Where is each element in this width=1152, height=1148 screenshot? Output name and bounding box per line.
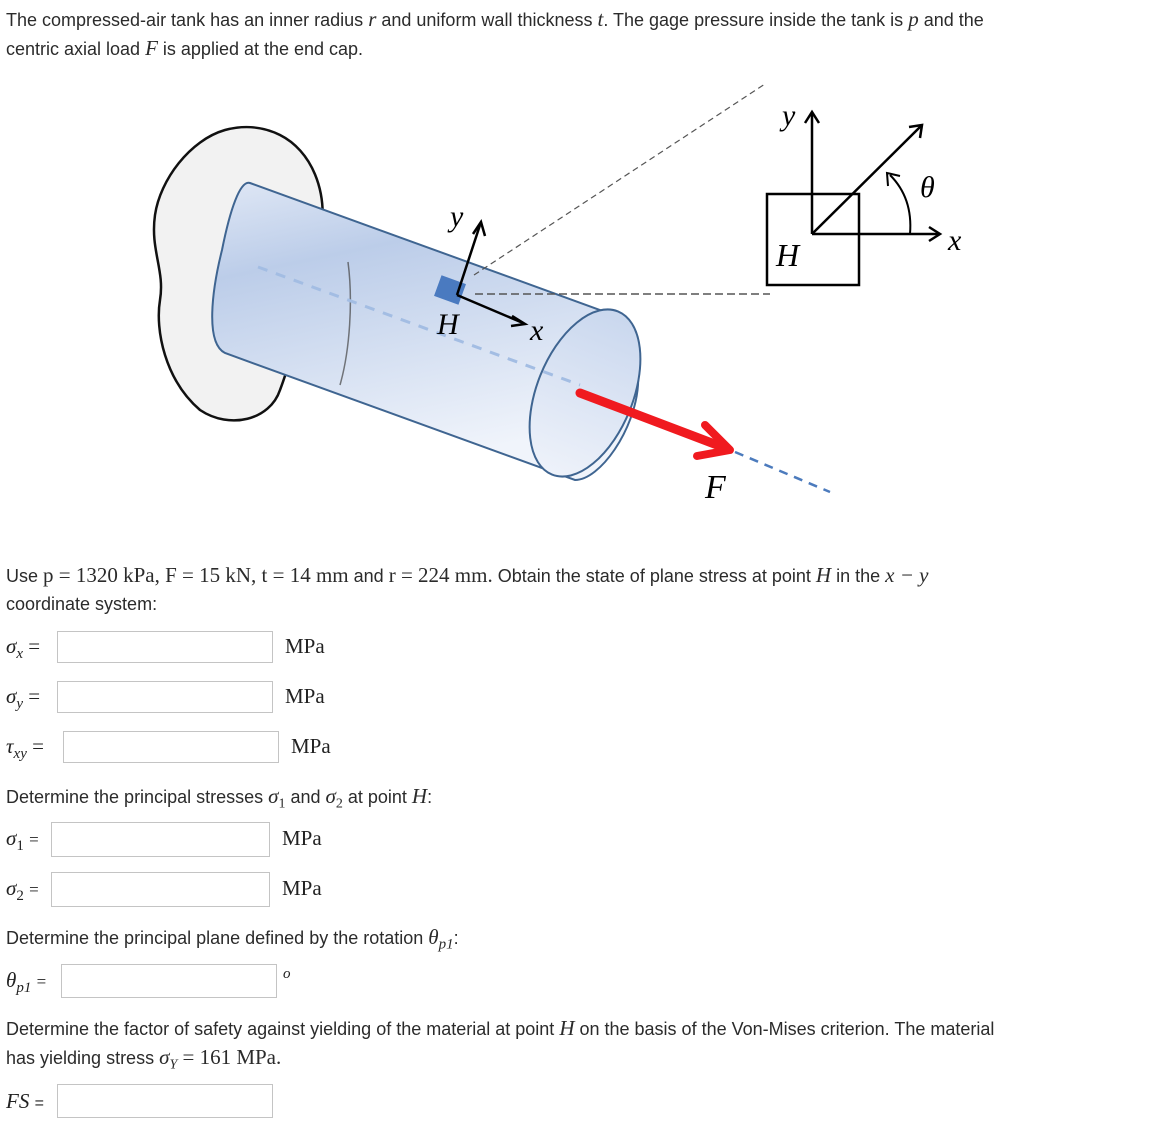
- tau-xy-input[interactable]: [63, 731, 279, 763]
- label-inset-H: H: [776, 237, 800, 273]
- intro-line-2: [6, 34, 984, 63]
- sigma-x-unit: MPa: [285, 634, 325, 658]
- fs-prompt: [6, 1014, 994, 1080]
- label-inset-theta: θ: [920, 171, 935, 204]
- text: The compressed-air tank has an inner radius: [6, 10, 369, 30]
- text: and: [285, 787, 326, 807]
- var-H: H: [815, 563, 832, 587]
- plane-prompt: [6, 923, 459, 959]
- given-radius: r = 224 mm.: [388, 563, 493, 587]
- text: Use: [6, 566, 44, 586]
- fs-prompt-line-2: [6, 1043, 994, 1080]
- text: Determine the principal stresses: [6, 787, 269, 807]
- text: Determine the principal plane defined by the rotation: [6, 928, 429, 948]
- var-sigma1: σ: [268, 784, 279, 808]
- var-t: t: [597, 7, 604, 31]
- fs-prompt-line-1: [6, 1014, 994, 1043]
- var-F: F: [145, 36, 158, 60]
- var-sigma-Y: σ: [159, 1045, 170, 1069]
- text: is applied at the end cap.: [157, 39, 364, 59]
- text: has yielding stress: [6, 1048, 160, 1068]
- sub: p1: [438, 936, 454, 953]
- text: in the: [831, 566, 886, 586]
- fs-label: FS =: [6, 1089, 44, 1113]
- text: :: [453, 928, 459, 948]
- var-theta: θ: [428, 925, 439, 949]
- sigma-y-input[interactable]: [57, 681, 273, 713]
- var-p: p: [908, 7, 919, 31]
- theta-p1-input[interactable]: [61, 964, 277, 998]
- text: and the: [918, 10, 984, 30]
- var-H: H: [559, 1016, 575, 1040]
- sigma-2-input[interactable]: [51, 872, 270, 907]
- yield-stress-value: = 161 MPa.: [177, 1045, 282, 1069]
- var-r: r: [368, 7, 377, 31]
- degree-unit: o: [283, 966, 291, 982]
- given-line-1: [6, 561, 928, 590]
- text: centric axial load: [6, 39, 146, 59]
- label-tank-x: x: [530, 314, 544, 347]
- sigma-2-unit: MPa: [282, 876, 322, 900]
- principal-prompt: [6, 782, 432, 819]
- tank-diagram: [0, 70, 1152, 510]
- label-force-F: F: [705, 469, 726, 506]
- text: Determine the factor of safety against yielding of the material at point: [6, 1019, 560, 1039]
- intro-line-1: [6, 5, 984, 34]
- text: Obtain the state of plane stress at point: [492, 566, 816, 586]
- text: . The gage pressure inside the tank is: [603, 10, 909, 30]
- text: and uniform wall thickness: [376, 10, 598, 30]
- text: on the basis of the Von-Mises criterion. The material: [574, 1019, 995, 1039]
- text: :: [427, 787, 433, 807]
- sub: 1: [278, 796, 286, 812]
- label-tank-y: y: [450, 200, 464, 233]
- var-xy: x − y: [885, 563, 929, 587]
- text: and: [348, 566, 389, 586]
- label-tank-H: H: [437, 308, 459, 341]
- sigma-1-label: $\sigma_1$ =: [6, 826, 39, 854]
- var-H: H: [411, 784, 428, 808]
- sigma-1-unit: MPa: [282, 826, 322, 850]
- sigma-2-label: $\sigma_2$ =: [6, 876, 39, 904]
- sigma-y-label: $\sigma_y$ =: [6, 684, 41, 712]
- tau-xy-label: $\tau_{xy}$ =: [6, 734, 44, 762]
- tau-xy-unit: MPa: [291, 734, 331, 758]
- text: at point: [342, 787, 412, 807]
- var-sigma2: σ: [325, 784, 336, 808]
- given-params: p = 1320 kPa, F = 15 kN, t = 14 mm: [43, 563, 349, 587]
- sigma-x-label: $\sigma_x$ =: [6, 634, 41, 662]
- given-values: [6, 561, 928, 618]
- fs-input[interactable]: [57, 1084, 273, 1118]
- label-inset-y: y: [782, 99, 796, 132]
- sigma-1-input[interactable]: [51, 822, 270, 857]
- problem-intro: [6, 5, 984, 63]
- sigma-y-unit: MPa: [285, 684, 325, 708]
- label-inset-x: x: [948, 224, 962, 257]
- theta-p1-label: $\theta_{p1}$ =: [6, 968, 47, 996]
- sub: Y: [169, 1057, 178, 1073]
- given-line-2: coordinate system:: [6, 594, 158, 614]
- sigma-x-input[interactable]: [57, 631, 273, 663]
- sub: 2: [335, 796, 343, 812]
